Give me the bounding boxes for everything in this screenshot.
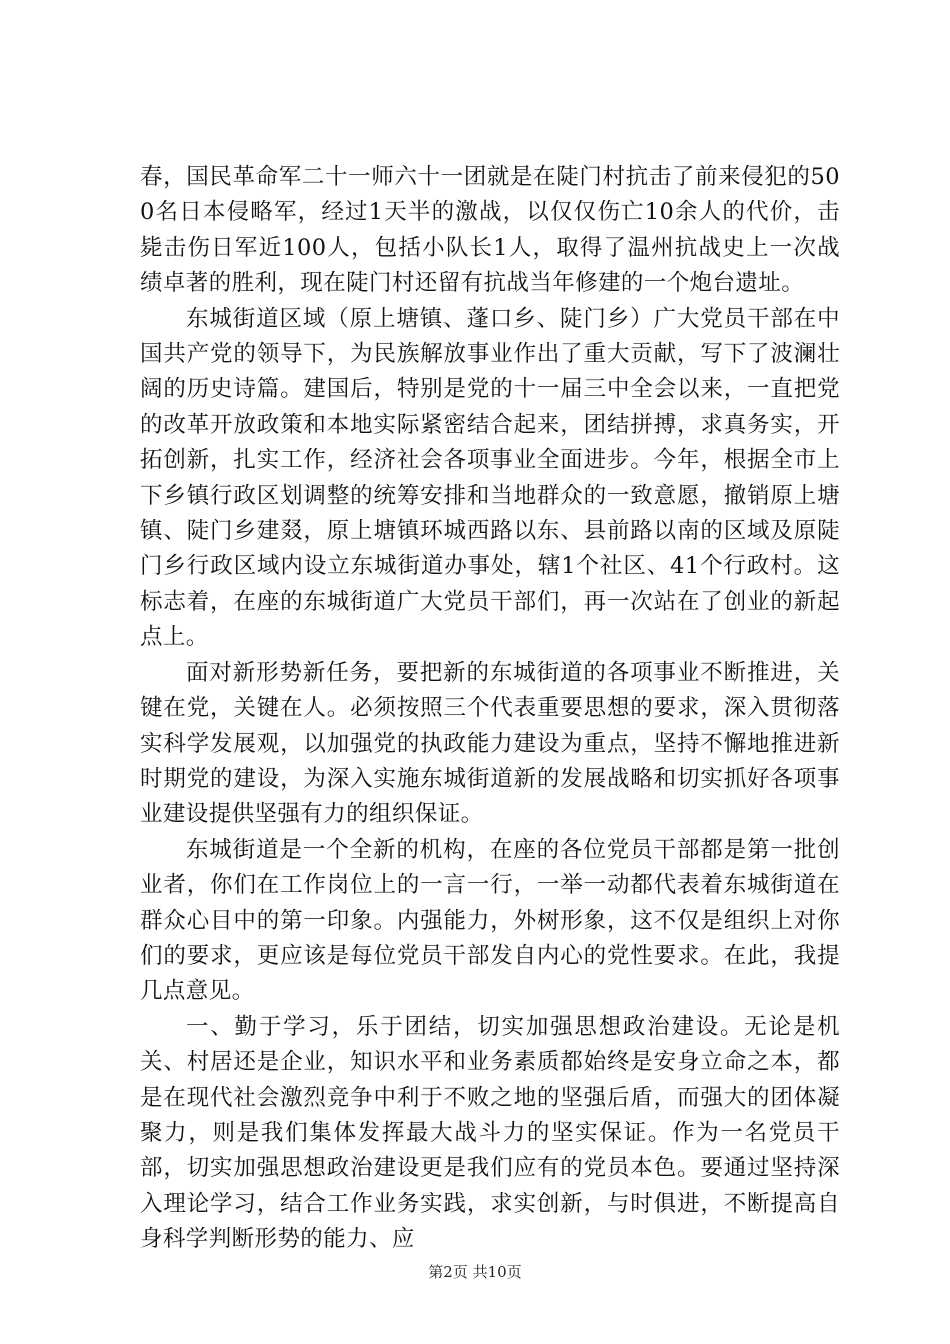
- document-body: [140, 160, 840, 1258]
- paragraph-continuation: 春，国民革命军二十一师六十一团就是在陡门村抗击了前来侵犯的500名日本侵略军，经过1天半的激战，以仅仅伤亡10余人的代价，击毙击伤日军近100人，包括小队长1人，取得了温州抗战史上一次战绩卓著的胜利，现在陡门村还留有抗战当年修建的一个炮台遗址。: [140, 164, 840, 297]
- paragraph-new-situation: 面对新形势新任务，要把新的东城街道的各项事业不断推进，关键在党，关键在人。必须按照三个代表重要思想的要求，深入贯彻落实科学发展观，以加强党的执政能力建设为重点，坚持不懈地推进新时期党的建设，为深入实施东城街道新的发展战略和切实抓好各项事业建设提供坚强有力的组织保证。: [140, 659, 840, 828]
- paragraph-point-one: 一、勤于学习，乐于团结，切实加强思想政治建设。无论是机关、村居还是企业，知识水平和业务素质都始终是安身立命之本，都是在现代社会激烈竞争中利于不败之地的坚强后盾，而强大的团体凝聚力，则是我们集体发挥最大战斗力的坚实保证。作为一名党员干部，切实加强思想政治建设更是我们应有的党员本色。要通过坚持深入理论学习，结合工作业务实践，求实创新，与时俱进，不断提高自身科学判断形势的能力、应: [140, 1013, 840, 1253]
- paragraph-new-institution: 东城街道是一个全新的机构，在座的各位党员干部都是第一批创业者，你们在工作岗位上的一言一行，一举一动都代表着东城街道在群众心目中的第一印象。内强能力，外树形象，这不仅是组织上对你们的要求，更应该是每位党员干部发自内心的党性要求。在此，我提几点意见。: [140, 836, 840, 1005]
- paragraph-dongcheng-history: 东城街道区域（原上塘镇、蓬口乡、陡门乡）广大党员干部在中国共产党的领导下，为民族解放事业作出了重大贡献，写下了波澜壮阔的历史诗篇。建国后，特别是党的十一届三中全会以来，一直把党的改革开放政策和本地实际紧密结合起来，团结拼搏，求真务实，开拓创新，扎实工作，经济社会各项事业全面进步。今年，根据全市上下乡镇行政区划调整的统筹安排和当地群众的一致意愿，撤销原上塘镇、陡门乡建叕，原上塘镇环城西路以东、县前路以南的区域及原陡门乡行政区域内设立东城街道办事处，辖1个社区、41个行政村。这标志着，在座的东城街道广大党员干部们，再一次站在了创业的新起点上。: [140, 305, 840, 651]
- page-footer: 第2页 共10页: [428, 1263, 522, 1281]
